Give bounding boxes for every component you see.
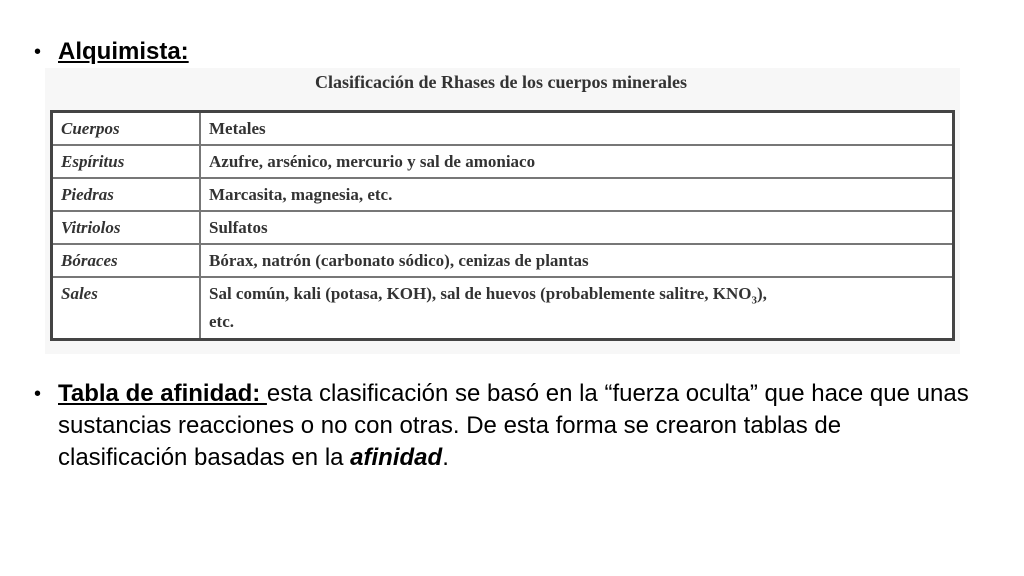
row-value: Sulfatos xyxy=(200,211,954,244)
bullet-heading: Alquimista: xyxy=(58,38,189,65)
table-row xyxy=(52,178,954,211)
row-name: Vitriolos xyxy=(52,211,201,244)
row-name: Sales xyxy=(52,277,201,340)
bullet-marker: • xyxy=(34,383,42,405)
bullet-heading: Tabla de afinidad: xyxy=(58,380,267,407)
bullet-marker: • xyxy=(34,41,42,63)
table-row xyxy=(52,112,954,146)
subscript: 3 xyxy=(751,294,757,307)
row-name: Espíritus xyxy=(52,145,201,178)
row-value xyxy=(200,277,954,340)
row-value-part: etc. xyxy=(209,312,235,331)
table-row xyxy=(52,244,954,277)
classification-table-image xyxy=(45,68,960,354)
row-value-part: Sal común, kali (potasa, KOH), sal de huevos (probablemente salitre, KNO xyxy=(209,284,752,303)
bullet-text: esta clasificación se basó en la “fuerza oculta” que hace que unas sustancias reacciones o no con otras. De esta forma se crearon tablas de clasificación basadas en la xyxy=(58,380,969,471)
table-row xyxy=(52,277,954,340)
table-row xyxy=(52,211,954,244)
bullet-paragraph xyxy=(58,378,974,474)
row-value: Azufre, arsénico, mercurio y sal de amoniaco xyxy=(200,145,954,178)
table-row xyxy=(52,145,954,178)
emphasis-word: afinidad xyxy=(350,444,443,471)
row-value: Bórax, natrón (carbonato sódico), cenizas de plantas xyxy=(200,244,954,277)
bullet-tabla-afinidad xyxy=(34,378,974,474)
table-caption: Clasificación de Rhases de los cuerpos minerales xyxy=(315,72,687,92)
minerals-table xyxy=(50,110,955,341)
row-name: Bóraces xyxy=(52,244,201,277)
row-name: Cuerpos xyxy=(52,112,201,146)
row-value: Marcasita, magnesia, etc. xyxy=(200,178,954,211)
row-value-part: ), xyxy=(756,284,767,303)
row-name: Piedras xyxy=(52,178,201,211)
bullet-alquimista xyxy=(34,36,189,68)
bullet-end: . xyxy=(442,444,449,471)
row-value: Metales xyxy=(200,112,954,146)
